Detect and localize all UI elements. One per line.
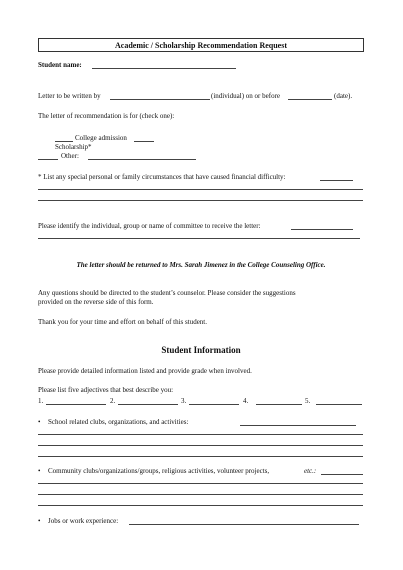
other-field[interactable] [88, 159, 196, 160]
adjective-number-4: 4. [243, 397, 249, 405]
school-clubs-line-2[interactable] [38, 445, 363, 446]
student-info-instructions: Please provide detailed information listed and provide grade when involved. [38, 367, 252, 375]
scholarship-label: Scholarship* [55, 143, 92, 151]
questions-line-1: Any questions should be directed to the student’s counselor. Please consider the suggestions [38, 289, 296, 297]
recipient-field-inline[interactable] [291, 229, 353, 230]
date-field[interactable] [288, 99, 332, 100]
school-clubs-line-3[interactable] [38, 456, 363, 457]
questions-line-2: provided on the reverse side of this form. [38, 298, 154, 306]
community-etc-label: etc.: [304, 467, 317, 475]
letter-written-by-label: Letter to be written by [38, 92, 101, 100]
community-line-2[interactable] [38, 494, 363, 495]
adjective-number-5: 5. [305, 397, 311, 405]
student-name-label: Student name: [38, 61, 82, 69]
writer-field[interactable] [110, 99, 210, 100]
circumstances-line-1[interactable] [38, 189, 363, 190]
community-field-inline[interactable] [321, 474, 363, 475]
adjective-field-4[interactable] [256, 404, 302, 405]
adjective-field-2[interactable] [118, 404, 178, 405]
college-admission-check[interactable] [55, 141, 73, 142]
adjective-field-1[interactable] [46, 404, 106, 405]
school-clubs-label: School related clubs, organizations, and activities: [48, 418, 189, 426]
jobs-field[interactable] [129, 524, 359, 525]
student-info-heading: Student Information [161, 345, 241, 355]
school-clubs-line-1[interactable] [38, 434, 363, 435]
adjective-field-3[interactable] [189, 404, 239, 405]
circumstances-label: * List any special personal or family circumstances that have caused financial difficulty: [38, 173, 286, 181]
recipient-line[interactable] [38, 238, 360, 239]
adjective-number-2: 2. [110, 397, 116, 405]
college-admission-label: College admission [75, 134, 127, 142]
community-bullet: • [38, 467, 41, 475]
community-label: Community clubs/organizations/groups, religious activities, volunteer projects, [48, 467, 270, 475]
community-line-1[interactable] [38, 483, 363, 484]
student-name-field[interactable] [92, 68, 236, 69]
adjective-number-3: 3. [181, 397, 187, 405]
other-label: Other: [61, 152, 79, 160]
jobs-label: Jobs or work experience: [48, 517, 119, 525]
date-label: (date). [334, 92, 353, 100]
college-admission-check-right[interactable] [134, 141, 154, 142]
identify-recipient-label: Please identify the individual, group or name of committee to receive the letter: [38, 222, 261, 230]
form-title: Academic / Scholarship Recommendation Request [38, 38, 364, 52]
other-check[interactable] [38, 159, 58, 160]
circumstances-line-2[interactable] [38, 200, 363, 201]
circumstances-field-inline[interactable] [320, 180, 353, 181]
thanks-note: Thank you for your time and effort on behalf of this student. [38, 318, 207, 326]
adjectives-label: Please list five adjectives that best describe you: [38, 386, 174, 394]
school-clubs-bullet: • [38, 418, 41, 426]
adjective-number-1: 1. [38, 397, 44, 405]
return-note: The letter should be returned to Mrs. Sarah Jimenez in the College Counseling Office. [76, 261, 326, 269]
individual-on-before-label: (individual) on or before [211, 92, 281, 100]
adjective-field-5[interactable] [316, 404, 362, 405]
community-line-3[interactable] [38, 505, 363, 506]
letter-for-label: The letter of recommendation is for (check one): [38, 112, 175, 120]
jobs-bullet: • [38, 517, 41, 525]
school-clubs-field-inline[interactable] [240, 425, 356, 426]
